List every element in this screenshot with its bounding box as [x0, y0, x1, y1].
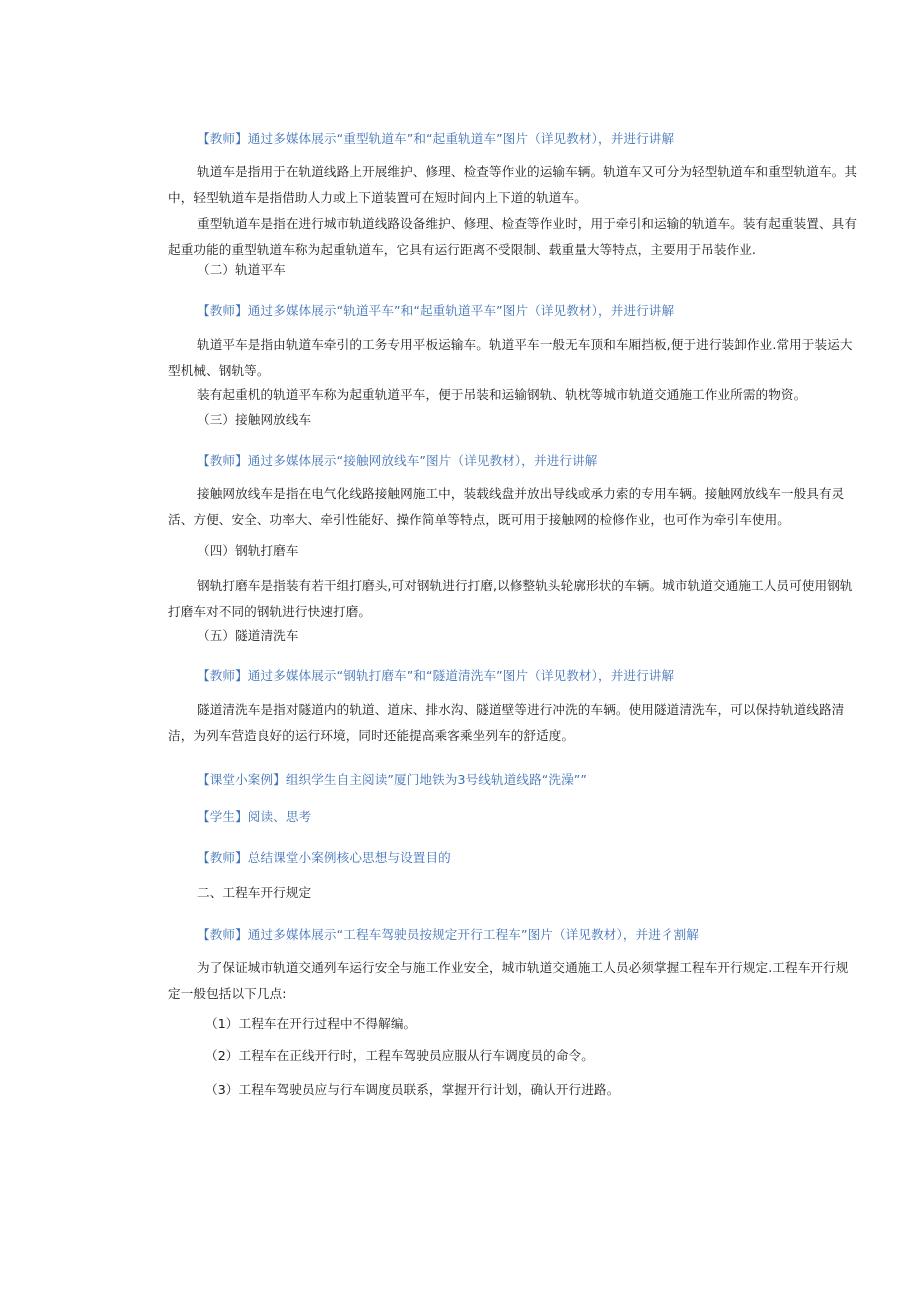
list-item: （3）工程车驾驶员应与行车调度员联系，掌握开行计划，确认开行进路。 [205, 1082, 620, 1097]
teacher-note: 【教师】通过多媒体展示“钢轨打磨车”和“隧道清洗车”图片（详见教材），并进行讲解 [197, 668, 675, 683]
teacher-note: 【教师】通过多媒体展示“重型轨道车”和“起重轨道车”图片（详见教材），并进行讲解 [197, 131, 675, 146]
paragraph: 装有起重机的轨道平车称为起重轨道平车，便于吊装和运输钢轨、轨枕等城市轨道交通施工作业所需的物资。 [197, 387, 807, 402]
student-note: 【学生】阅读、思考 [197, 809, 312, 824]
case-note: 【课堂小案例】组织学生自主阅读”厦门地铁为3号线轨道线路“洗澡”” [197, 772, 588, 787]
paragraph: 隧道清洗车是指对隧道内的轨道、道床、排水沟、隧道壁等进行冲洗的车辆。使用隧道清洗车，可以保持轨道线路清洁，为列车营造良好的运行环境，同时还能提高乘客乘坐列车的舒适度。 [168, 702, 845, 743]
teacher-note: 【教师】通过多媒体展示“接触网放线车”图片（详见教材），并进行讲解 [197, 453, 598, 468]
paragraph: 轨道平车是指由轨道车牵引的工务专用平板运输车。轨道平车一般无车顶和车厢挡板,便于进行装卸作业.常用于装运大型机械、钢轨等。 [168, 337, 853, 378]
paragraph: 轨道车是指用于在轨道线路上开展维护、修理、检查等作业的运输车辆。轨道车又可分为轻型轨道车和重型轨道车。其中，轻型轨道车是指借助人力或上下道装置可在短时间内上下道的轨道车。 [168, 164, 858, 205]
paragraph: 钢轨打磨车是指装有若干组打磨头,可对钢轨进行打磨,以修整轨头轮廓形状的车辆。城市轨道交通施工人员可使用钢轨打磨车对不同的钢轨进行快速打磨。 [168, 578, 853, 619]
teacher-note: 【教师】总结课堂小案例核心思想与设置目的 [197, 850, 451, 865]
section-subheading: （四）钢轨打磨车 [197, 543, 299, 558]
teacher-note: 【教师】通过多媒体展示“轨道平车”和“起重轨道平车”图片（详见教材），并进行讲解 [197, 303, 675, 318]
section-subheading: （二）轨道平车 [197, 262, 286, 277]
list-item: （2）工程车在正线开行时，工程车驾驶员应服从行车调度员的命令。 [205, 1048, 594, 1063]
teacher-note: 【教师】通过多媒体展示“工程车驾驶员按规定开行工程车”图片（详见教材），并进彳割解 [197, 927, 700, 942]
section-subheading: （三）接触网放线车 [197, 412, 312, 427]
section-heading: 二、工程车开行规定 [197, 885, 312, 900]
section-subheading: （五）隧道清洗车 [197, 628, 299, 643]
paragraph: 接触网放线车是指在电气化线路接触网施工中，装载线盘并放出导线或承力索的专用车辆。接触网放线车一般具有灵活、方便、安全、功率大、牵引性能好、操作简单等特点，既可用于接触网的检修作业，也可作为牵引车使用。 [168, 486, 845, 527]
paragraph: 为了保证城市轨道交通列车运行安全与施工作业安全，城市轨道交通施工人员必须掌握工程车开行规定.工程车开行规定一般包括以下几点: [168, 960, 849, 1001]
paragraph: 重型轨道车是指在进行城市轨道线路设备维护、修理、检查等作业时，用于牵引和运输的轨道车。装有起重装置、具有起重功能的重型轨道车称为起重轨道车，它具有运行距离不受限制、载重量大等特点，主要用于吊装作业. [168, 216, 858, 257]
list-item: （1）工程车在开行过程中不得解编。 [205, 1016, 417, 1031]
